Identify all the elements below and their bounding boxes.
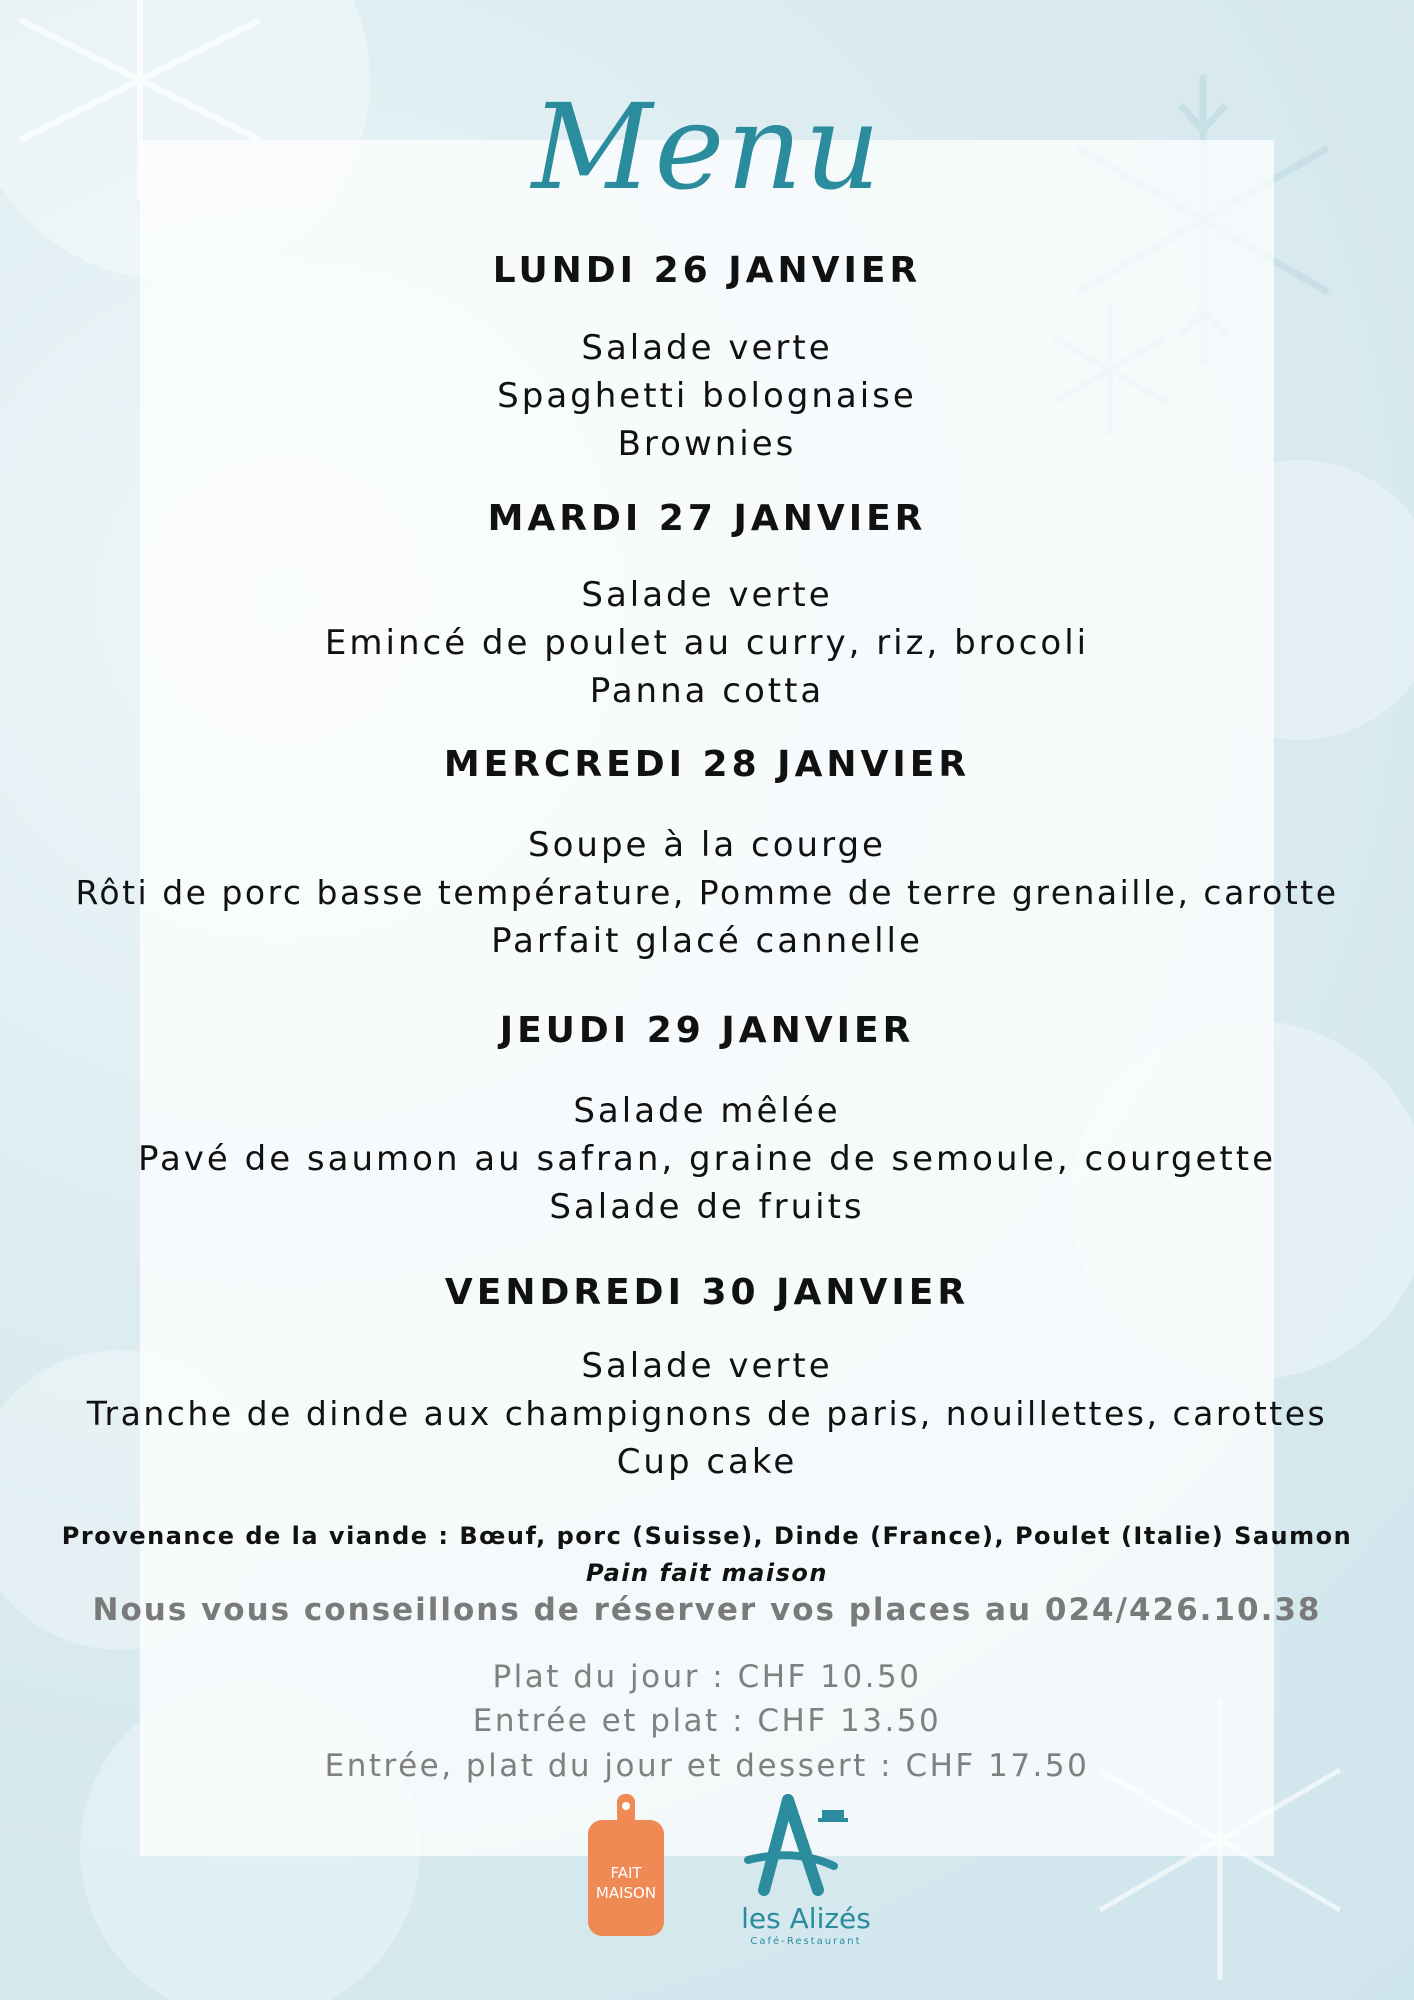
day-heading-monday: LUNDI 26 JANVIER <box>492 250 922 291</box>
dish-item: Parfait glacé cannelle <box>491 921 923 961</box>
dish-item: Salade de fruits <box>549 1187 865 1227</box>
dish-item: Brownies <box>617 424 797 464</box>
price-line: Entrée, plat du jour et dessert : CHF 17.50 <box>324 1748 1090 1784</box>
brand-subtitle: Café-Restaurant <box>750 1936 862 1947</box>
menu-title: Menu <box>531 78 883 216</box>
dish-item: Pavé de saumon au safran, graine de semoule, courgette <box>137 1139 1277 1179</box>
fait-maison-logo <box>586 1794 666 1938</box>
day-heading-thursday: JEUDI 29 JANVIER <box>499 1010 915 1051</box>
reservation-note: Nous vous conseillons de réserver vos places au 024/426.10.38 <box>92 1592 1322 1628</box>
day-heading-friday: VENDREDI 30 JANVIER <box>444 1272 970 1313</box>
day-heading-tuesday: MARDI 27 JANVIER <box>487 498 927 539</box>
les-alizes-logo <box>726 1790 886 1950</box>
dish-item: Tranche de dinde aux champignons de paris, nouillettes, carottes <box>86 1394 1328 1433</box>
bread-note: Pain fait maison <box>586 1559 828 1587</box>
brand-name: les Alizés <box>741 1902 871 1935</box>
dish-item: Salade verte <box>581 1346 833 1386</box>
dish-item: Salade verte <box>581 575 833 615</box>
price-line: Entrée et plat : CHF 13.50 <box>472 1703 942 1739</box>
day-heading-wednesday: MERCREDI 28 JANVIER <box>443 744 971 785</box>
meat-provenance: Provenance de la viande : Bœuf, porc (Suisse), Dinde (France), Poulet (Italie) Saumon <box>61 1522 1353 1550</box>
price-line: Plat du jour : CHF 10.50 <box>492 1659 922 1695</box>
dish-item: Panna cotta <box>589 671 825 711</box>
dish-item: Salade mêlée <box>573 1091 841 1131</box>
dish-item: Soupe à la courge <box>528 825 886 865</box>
fait-maison-logo-text: FAIT <box>610 1864 642 1882</box>
dish-item: Spaghetti bolognaise <box>497 376 917 416</box>
dish-item: Salade verte <box>581 328 833 368</box>
svg-text:MAISON: MAISON <box>595 1884 657 1902</box>
dish-item: Cup cake <box>616 1442 798 1482</box>
dish-item: Emincé de poulet au curry, riz, brocoli <box>324 623 1090 663</box>
dish-item: Rôti de porc basse température, Pomme de terre grenaille, carotte <box>75 873 1339 912</box>
